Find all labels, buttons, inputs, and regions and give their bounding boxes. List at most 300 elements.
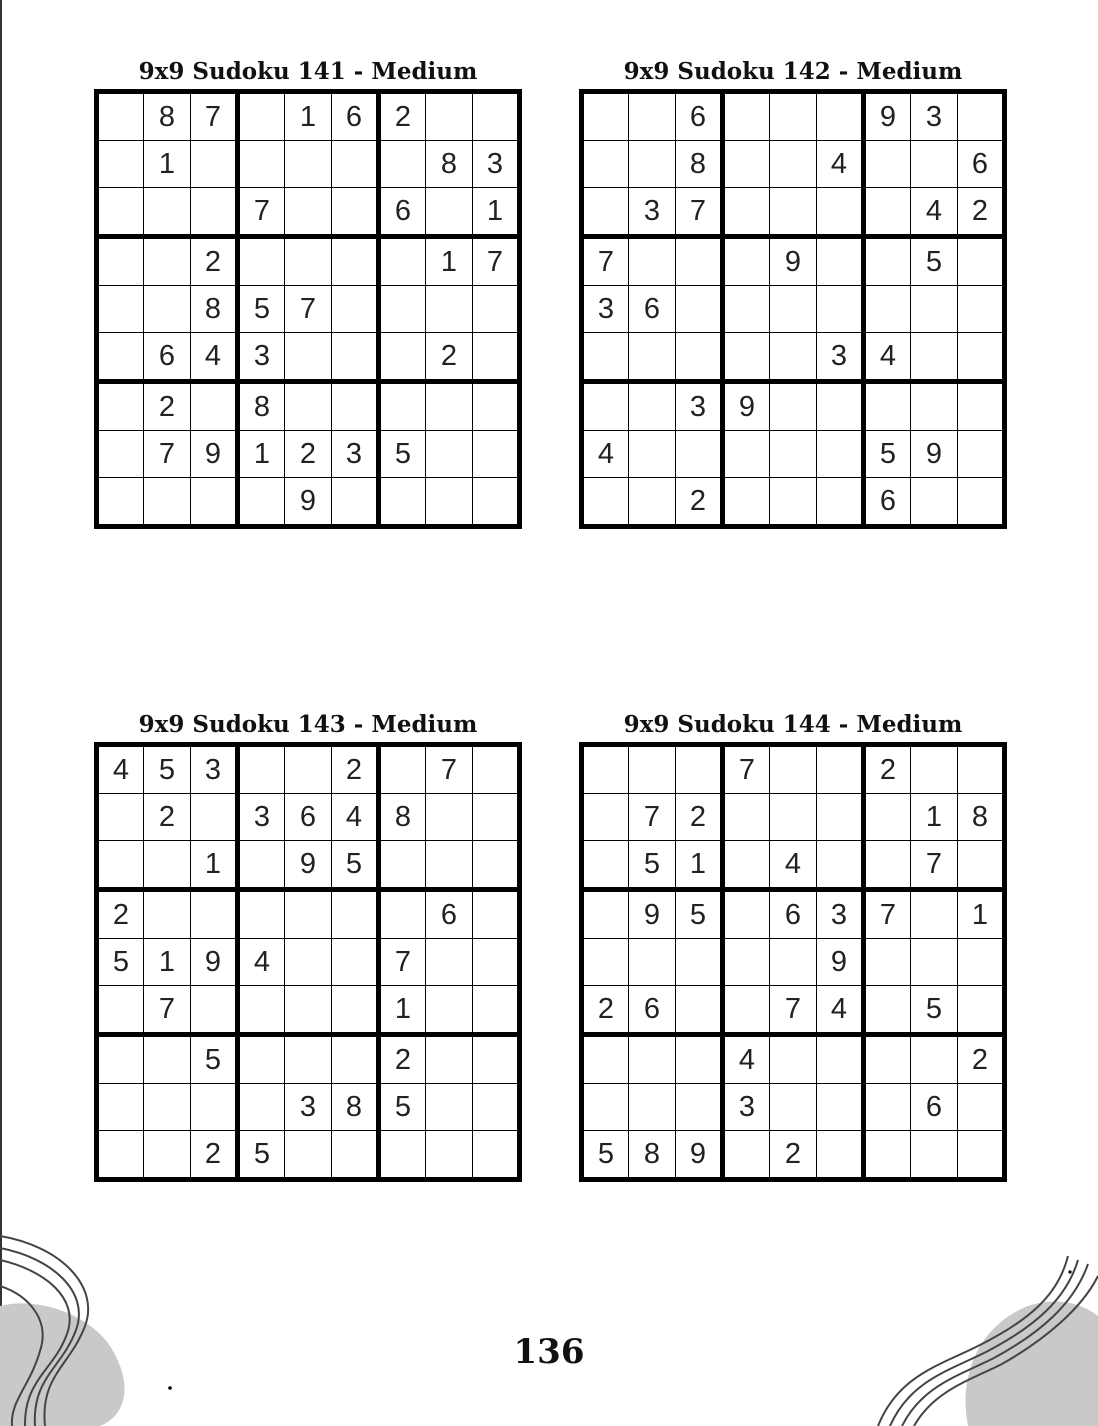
- sudoku-cell: 8: [144, 92, 191, 141]
- sudoku-cell: 6: [864, 478, 911, 527]
- sudoku-cell: [473, 1131, 520, 1180]
- grid-row: [582, 333, 1005, 382]
- sudoku-cell: [426, 1035, 473, 1084]
- sudoku-cell: [97, 986, 144, 1035]
- sudoku-cell: 7: [770, 986, 817, 1035]
- sudoku-cell: [191, 188, 238, 237]
- grid-row: [97, 794, 520, 841]
- sudoku-cell: [285, 188, 332, 237]
- sudoku-cell: [629, 939, 676, 986]
- sudoku-cell: 7: [191, 92, 238, 141]
- sudoku-cell: [864, 1131, 911, 1180]
- grid-row: [582, 841, 1005, 890]
- sudoku-cell: [770, 1035, 817, 1084]
- sudoku-cell: [676, 431, 723, 478]
- sudoku-cell: [285, 382, 332, 431]
- sudoku-cell: [379, 890, 426, 939]
- grid-row: [97, 1131, 520, 1180]
- grid-row: [582, 478, 1005, 527]
- sudoku-cell: 1: [379, 986, 426, 1035]
- sudoku-cell: [864, 939, 911, 986]
- sudoku-cell: [426, 1084, 473, 1131]
- sudoku-cell: [723, 890, 770, 939]
- sudoku-cell: [97, 237, 144, 286]
- sudoku-cell: [723, 286, 770, 333]
- sudoku-cell: [97, 188, 144, 237]
- sudoku-grid: [94, 742, 522, 1182]
- sudoku-cell: 4: [191, 333, 238, 382]
- sudoku-cell: [473, 431, 520, 478]
- sudoku-cell: [770, 141, 817, 188]
- sudoku-cell: 5: [864, 431, 911, 478]
- sudoku-cell: [473, 382, 520, 431]
- sudoku-cell: [864, 986, 911, 1035]
- sudoku-cell: [911, 333, 958, 382]
- grid-row: [97, 939, 520, 986]
- sudoku-cell: [817, 794, 864, 841]
- sudoku-cell: [770, 188, 817, 237]
- sudoku-cell: [332, 333, 379, 382]
- sudoku-cell: 5: [911, 237, 958, 286]
- sudoku-cell: 2: [144, 794, 191, 841]
- sudoku-cell: [144, 188, 191, 237]
- sudoku-cell: 4: [582, 431, 629, 478]
- sudoku-cell: 2: [379, 92, 426, 141]
- grid-row: [582, 986, 1005, 1035]
- sudoku-cell: [332, 141, 379, 188]
- sudoku-cell: [770, 333, 817, 382]
- grid-row: [97, 141, 520, 188]
- sudoku-cell: 9: [911, 431, 958, 478]
- sudoku-cell: [473, 986, 520, 1035]
- sudoku-cell: [97, 1084, 144, 1131]
- sudoku-cell: 4: [911, 188, 958, 237]
- sudoku-cell: 9: [191, 939, 238, 986]
- sudoku-cell: 4: [817, 141, 864, 188]
- sudoku-cell: [97, 382, 144, 431]
- sudoku-cell: [723, 986, 770, 1035]
- sudoku-cell: [97, 478, 144, 527]
- sudoku-cell: [97, 141, 144, 188]
- grid-row: [97, 92, 520, 141]
- sudoku-cell: [770, 382, 817, 431]
- grid-row: [97, 333, 520, 382]
- sudoku-cell: [629, 237, 676, 286]
- sudoku-cell: [817, 1131, 864, 1180]
- sudoku-cell: 7: [144, 431, 191, 478]
- sudoku-cell: [426, 92, 473, 141]
- sudoku-cell: 5: [144, 745, 191, 794]
- puzzle-title: 9x9 Sudoku 142 - Medium: [623, 58, 963, 85]
- sudoku-cell: [473, 794, 520, 841]
- sudoku-cell: 2: [426, 333, 473, 382]
- sudoku-cell: [911, 745, 958, 794]
- sudoku-cell: 6: [958, 141, 1005, 188]
- sudoku-cell: 4: [864, 333, 911, 382]
- sudoku-cell: [582, 939, 629, 986]
- sudoku-cell: [144, 237, 191, 286]
- sudoku-cell: [238, 890, 285, 939]
- sudoku-cell: [958, 333, 1005, 382]
- sudoku-cell: [238, 141, 285, 188]
- grid-row: [582, 745, 1005, 794]
- sudoku-cell: [629, 478, 676, 527]
- sudoku-grid: [94, 89, 522, 529]
- sudoku-cell: [473, 841, 520, 890]
- sudoku-cell: 3: [676, 382, 723, 431]
- sudoku-cell: [911, 286, 958, 333]
- sudoku-cell: [97, 286, 144, 333]
- sudoku-cell: [723, 92, 770, 141]
- sudoku-cell: [238, 92, 285, 141]
- sudoku-cell: 2: [676, 794, 723, 841]
- sudoku-cell: [629, 1035, 676, 1084]
- sudoku-cell: [864, 141, 911, 188]
- sudoku-cell: [332, 1131, 379, 1180]
- sudoku-cell: [332, 986, 379, 1035]
- sudoku-cell: [191, 794, 238, 841]
- sudoku-cell: 7: [582, 237, 629, 286]
- sudoku-cell: [723, 141, 770, 188]
- grid-row: [97, 986, 520, 1035]
- sudoku-cell: 8: [426, 141, 473, 188]
- sudoku-cell: 6: [629, 286, 676, 333]
- sudoku-cell: 2: [958, 1035, 1005, 1084]
- sudoku-cell: 2: [676, 478, 723, 527]
- sudoku-cell: [379, 333, 426, 382]
- sudoku-cell: 3: [629, 188, 676, 237]
- sudoku-cell: [911, 890, 958, 939]
- sudoku-cell: 5: [332, 841, 379, 890]
- sudoku-cell: [911, 478, 958, 527]
- sudoku-cell: [97, 1131, 144, 1180]
- sudoku-cell: 1: [238, 431, 285, 478]
- sudoku-cell: [332, 286, 379, 333]
- decorative-wave-right: [858, 1226, 1098, 1426]
- sudoku-cell: [817, 1035, 864, 1084]
- sudoku-cell: 2: [958, 188, 1005, 237]
- sudoku-cell: [958, 939, 1005, 986]
- sudoku-cell: [958, 478, 1005, 527]
- sudoku-cell: [426, 1131, 473, 1180]
- sudoku-cell: [191, 986, 238, 1035]
- sudoku-cell: [629, 141, 676, 188]
- sudoku-cell: [958, 92, 1005, 141]
- sudoku-cell: [864, 188, 911, 237]
- sudoku-cell: [191, 478, 238, 527]
- sudoku-cell: 4: [238, 939, 285, 986]
- page-edge-rule: [0, 0, 2, 1426]
- grid-row: [582, 1035, 1005, 1084]
- sudoku-cell: [864, 794, 911, 841]
- sudoku-cell: 8: [958, 794, 1005, 841]
- sudoku-cell: [723, 188, 770, 237]
- sudoku-cell: 2: [191, 237, 238, 286]
- sudoku-cell: 1: [191, 841, 238, 890]
- sudoku-cell: [379, 745, 426, 794]
- sudoku-cell: [723, 333, 770, 382]
- sudoku-cell: 9: [191, 431, 238, 478]
- puzzle-title: 9x9 Sudoku 141 - Medium: [138, 58, 478, 85]
- sudoku-cell: 5: [97, 939, 144, 986]
- sudoku-cell: 2: [97, 890, 144, 939]
- sudoku-cell: [817, 431, 864, 478]
- sudoku-cell: [582, 333, 629, 382]
- sudoku-cell: [817, 382, 864, 431]
- sudoku-cell: [582, 794, 629, 841]
- grid-row: [582, 286, 1005, 333]
- sudoku-cell: [97, 1035, 144, 1084]
- sudoku-cell: [426, 794, 473, 841]
- sudoku-cell: 7: [911, 841, 958, 890]
- sudoku-cell: [911, 141, 958, 188]
- sudoku-cell: [332, 382, 379, 431]
- sudoku-cell: [817, 237, 864, 286]
- sudoku-cell: 2: [191, 1131, 238, 1180]
- sudoku-cell: 3: [191, 745, 238, 794]
- grid-row: [97, 237, 520, 286]
- sudoku-cell: [379, 841, 426, 890]
- sudoku-cell: 9: [285, 841, 332, 890]
- sudoku-cell: 4: [770, 841, 817, 890]
- sudoku-cell: 6: [676, 92, 723, 141]
- grid-row: [582, 188, 1005, 237]
- sudoku-cell: [911, 939, 958, 986]
- sudoku-cell: 2: [864, 745, 911, 794]
- sudoku-cell: [426, 841, 473, 890]
- sudoku-cell: 2: [582, 986, 629, 1035]
- sudoku-cell: [676, 939, 723, 986]
- sudoku-cell: 1: [911, 794, 958, 841]
- sudoku-cell: [379, 286, 426, 333]
- sudoku-cell: [473, 92, 520, 141]
- sudoku-cell: 6: [332, 92, 379, 141]
- sudoku-cell: [911, 1131, 958, 1180]
- sudoku-cell: [723, 478, 770, 527]
- sudoku-cell: [144, 841, 191, 890]
- sudoku-cell: [817, 286, 864, 333]
- sudoku-cell: [582, 382, 629, 431]
- sudoku-cell: [582, 188, 629, 237]
- sudoku-cell: [582, 1035, 629, 1084]
- sudoku-cell: 5: [911, 986, 958, 1035]
- sudoku-cell: [629, 431, 676, 478]
- sudoku-cell: 8: [332, 1084, 379, 1131]
- sudoku-puzzle-144: [579, 707, 1007, 1182]
- sudoku-cell: [723, 794, 770, 841]
- sudoku-cell: [191, 890, 238, 939]
- sudoku-cell: 2: [379, 1035, 426, 1084]
- sudoku-cell: 7: [676, 188, 723, 237]
- sudoku-cell: [191, 1084, 238, 1131]
- sudoku-grid: [579, 89, 1007, 529]
- sudoku-cell: 8: [379, 794, 426, 841]
- sudoku-cell: 5: [238, 286, 285, 333]
- sudoku-cell: [332, 188, 379, 237]
- sudoku-cell: [958, 1084, 1005, 1131]
- sudoku-cell: [864, 1035, 911, 1084]
- sudoku-cell: 3: [817, 890, 864, 939]
- sudoku-cell: [958, 286, 1005, 333]
- sudoku-cell: [582, 478, 629, 527]
- sudoku-cell: [379, 478, 426, 527]
- sudoku-cell: [379, 237, 426, 286]
- grid-row: [97, 286, 520, 333]
- sudoku-cell: [97, 841, 144, 890]
- grid-row: [582, 382, 1005, 431]
- sudoku-cell: 7: [285, 286, 332, 333]
- sudoku-cell: [238, 478, 285, 527]
- grid-row: [582, 92, 1005, 141]
- sudoku-cell: [332, 237, 379, 286]
- decorative-dot: [167, 1385, 173, 1391]
- sudoku-cell: [238, 1084, 285, 1131]
- sudoku-grid: [579, 742, 1007, 1182]
- sudoku-cell: 3: [473, 141, 520, 188]
- sudoku-cell: 8: [629, 1131, 676, 1180]
- sudoku-cell: [332, 890, 379, 939]
- sudoku-cell: [144, 286, 191, 333]
- sudoku-cell: 7: [629, 794, 676, 841]
- sudoku-cell: [144, 1035, 191, 1084]
- page-number: 136: [513, 1332, 585, 1372]
- grid-row: [97, 841, 520, 890]
- grid-row: [97, 431, 520, 478]
- sudoku-cell: [582, 92, 629, 141]
- sudoku-cell: [723, 431, 770, 478]
- sudoku-cell: [238, 986, 285, 1035]
- sudoku-cell: [426, 286, 473, 333]
- sudoku-cell: 5: [582, 1131, 629, 1180]
- sudoku-cell: [97, 333, 144, 382]
- grid-row: [97, 478, 520, 527]
- sudoku-cell: [676, 1035, 723, 1084]
- sudoku-cell: [426, 382, 473, 431]
- sudoku-cell: [676, 333, 723, 382]
- sudoku-cell: 7: [144, 986, 191, 1035]
- sudoku-cell: 9: [723, 382, 770, 431]
- sudoku-cell: [770, 1084, 817, 1131]
- sudoku-cell: [770, 794, 817, 841]
- sudoku-cell: 5: [629, 841, 676, 890]
- grid-row: [97, 382, 520, 431]
- sudoku-cell: [958, 745, 1005, 794]
- sudoku-cell: [723, 939, 770, 986]
- sudoku-cell: [426, 986, 473, 1035]
- sudoku-cell: [629, 745, 676, 794]
- sudoku-cell: 7: [426, 745, 473, 794]
- sudoku-cell: 8: [238, 382, 285, 431]
- sudoku-cell: [285, 939, 332, 986]
- sudoku-cell: [864, 841, 911, 890]
- sudoku-cell: 3: [723, 1084, 770, 1131]
- sudoku-cell: [958, 237, 1005, 286]
- sudoku-cell: [582, 141, 629, 188]
- puzzle-title: 9x9 Sudoku 144 - Medium: [623, 711, 963, 738]
- sudoku-cell: [817, 745, 864, 794]
- sudoku-cell: 3: [238, 794, 285, 841]
- sudoku-puzzle-142: [579, 54, 1007, 529]
- sudoku-cell: [285, 237, 332, 286]
- sudoku-cell: [911, 382, 958, 431]
- grid-row: [582, 939, 1005, 986]
- sudoku-cell: 1: [676, 841, 723, 890]
- sudoku-cell: [770, 431, 817, 478]
- grid-row: [582, 141, 1005, 188]
- sudoku-cell: 7: [473, 237, 520, 286]
- sudoku-cell: 9: [864, 92, 911, 141]
- sudoku-cell: 1: [144, 939, 191, 986]
- sudoku-cell: [958, 1131, 1005, 1180]
- sudoku-cell: [864, 237, 911, 286]
- sudoku-cell: [473, 890, 520, 939]
- sudoku-cell: 1: [285, 92, 332, 141]
- sudoku-cell: 6: [770, 890, 817, 939]
- sudoku-cell: [285, 745, 332, 794]
- sudoku-cell: [817, 841, 864, 890]
- sudoku-cell: 9: [770, 237, 817, 286]
- sudoku-cell: [379, 141, 426, 188]
- sudoku-cell: [285, 1035, 332, 1084]
- sudoku-cell: [473, 939, 520, 986]
- sudoku-cell: [723, 841, 770, 890]
- sudoku-cell: [817, 478, 864, 527]
- sudoku-cell: 7: [864, 890, 911, 939]
- sudoku-cell: [864, 382, 911, 431]
- sudoku-cell: 4: [817, 986, 864, 1035]
- sudoku-cell: 4: [723, 1035, 770, 1084]
- sudoku-cell: [473, 1035, 520, 1084]
- sudoku-cell: 7: [723, 745, 770, 794]
- sudoku-cell: 3: [332, 431, 379, 478]
- sudoku-cell: [285, 986, 332, 1035]
- sudoku-cell: [473, 1084, 520, 1131]
- sudoku-cell: [770, 478, 817, 527]
- sudoku-cell: [238, 745, 285, 794]
- sudoku-cell: 9: [817, 939, 864, 986]
- sudoku-cell: [144, 1131, 191, 1180]
- sudoku-cell: [97, 92, 144, 141]
- sudoku-cell: [285, 141, 332, 188]
- sudoku-cell: [770, 286, 817, 333]
- sudoku-puzzle-143: [94, 707, 522, 1182]
- sudoku-cell: 5: [191, 1035, 238, 1084]
- sudoku-cell: 7: [238, 188, 285, 237]
- sudoku-cell: [958, 382, 1005, 431]
- sudoku-cell: 1: [473, 188, 520, 237]
- sudoku-cell: [958, 431, 1005, 478]
- sudoku-cell: [817, 1084, 864, 1131]
- sudoku-cell: [770, 939, 817, 986]
- sudoku-cell: 3: [285, 1084, 332, 1131]
- grid-row: [582, 1084, 1005, 1131]
- sudoku-cell: 7: [379, 939, 426, 986]
- grid-row: [582, 794, 1005, 841]
- sudoku-cell: [473, 478, 520, 527]
- sudoku-cell: 5: [238, 1131, 285, 1180]
- sudoku-cell: 3: [582, 286, 629, 333]
- sudoku-cell: 1: [144, 141, 191, 188]
- sudoku-cell: [676, 986, 723, 1035]
- sudoku-cell: 1: [958, 890, 1005, 939]
- grid-row: [582, 890, 1005, 939]
- sudoku-cell: [676, 286, 723, 333]
- sudoku-cell: [629, 92, 676, 141]
- sudoku-cell: 1: [426, 237, 473, 286]
- sudoku-cell: 3: [911, 92, 958, 141]
- sudoku-cell: [473, 745, 520, 794]
- sudoku-cell: 6: [379, 188, 426, 237]
